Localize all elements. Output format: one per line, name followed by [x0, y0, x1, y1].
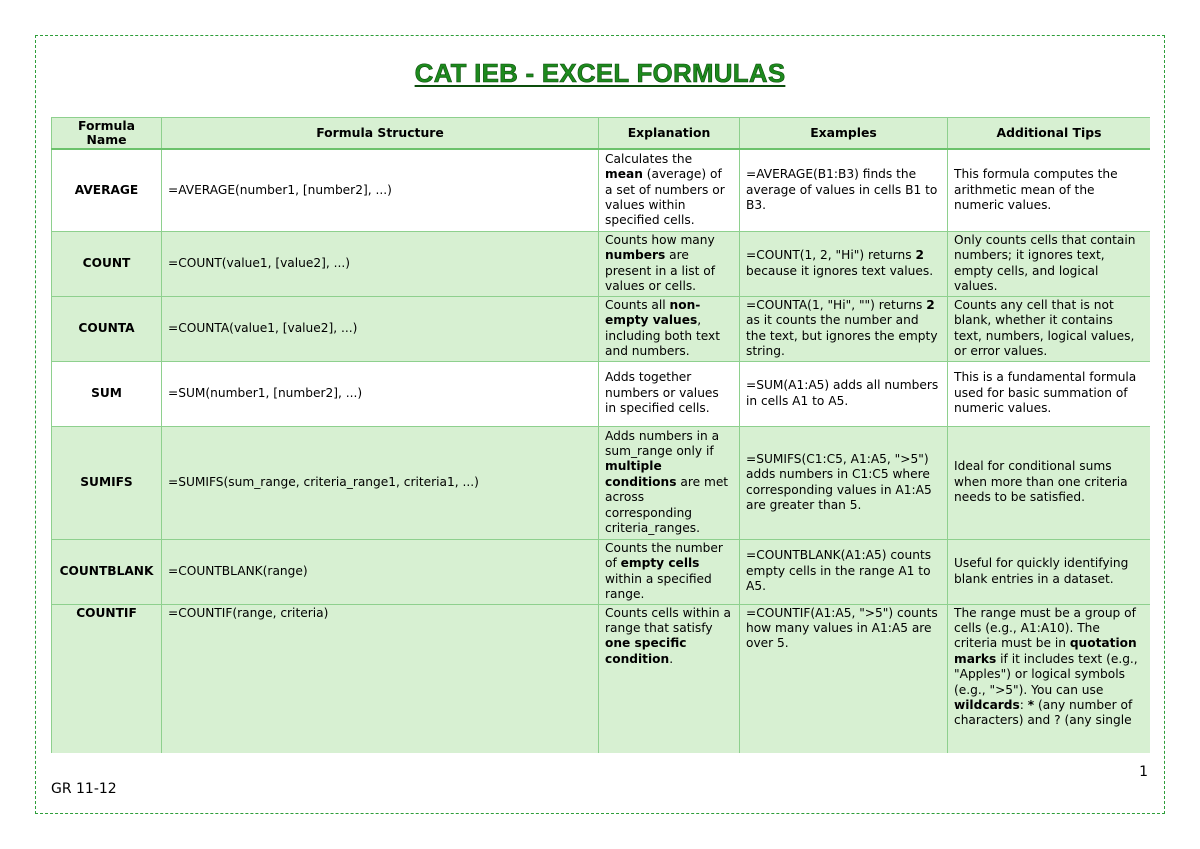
- bold-text: numbers: [605, 248, 666, 263]
- formula-name: SUM: [52, 361, 162, 426]
- page-title: CAT IEB - EXCEL FORMULAS: [414, 58, 786, 88]
- formula-tip: The range must be a group of cells (e.g., A1:A10). The criteria must be in quotation marks if it includes text (e.g., "Apples") or logical symbols (e.g., ">5"). You can use wildcards: * (any number of characters) and ? (any single: [948, 604, 1151, 753]
- formula-name: COUNTIF: [52, 604, 162, 753]
- formula-table: [51, 117, 1150, 753]
- formula-name: COUNTBLANK: [52, 539, 162, 604]
- table-row: [52, 539, 1151, 604]
- formula-name: COUNT: [52, 231, 162, 296]
- formula-table-container: [51, 117, 1150, 753]
- formula-example: =COUNT(1, 2, "Hi") returns 2 because it ignores text values.: [740, 231, 948, 296]
- formula-explanation: Calculates the mean (average) of a set of numbers or values within specified cells.: [599, 149, 740, 231]
- header-additional-tips: Additional Tips: [948, 118, 1151, 150]
- bold-text: mean: [605, 167, 643, 182]
- table-row: [52, 361, 1151, 426]
- page-number: 1: [1139, 764, 1148, 780]
- formula-name: SUMIFS: [52, 426, 162, 539]
- formula-name: COUNTA: [52, 296, 162, 361]
- formula-name: AVERAGE: [52, 149, 162, 231]
- formula-structure: =COUNTA(value1, [value2], ...): [162, 296, 599, 361]
- formula-explanation: Adds together numbers or values in specified cells.: [599, 361, 740, 426]
- formula-tip: Counts any cell that is not blank, whether it contains text, numbers, logical values, or error values.: [948, 296, 1151, 361]
- formula-tip: This formula computes the arithmetic mean of the numeric values.: [948, 149, 1151, 231]
- header-formula-name: Formula Name: [52, 118, 162, 150]
- bold-text: one specific condition: [605, 636, 687, 666]
- header-explanation: Explanation: [599, 118, 740, 150]
- header-formula-structure: Formula Structure: [162, 118, 599, 150]
- bold-text: 2: [926, 297, 935, 312]
- formula-structure: =AVERAGE(number1, [number2], ...): [162, 149, 599, 231]
- bold-text: wildcards: [954, 697, 1020, 712]
- table-row: [52, 149, 1151, 231]
- formula-example: =COUNTIF(A1:A5, ">5") counts how many values in A1:A5 are over 5.: [740, 604, 948, 753]
- formula-structure: =COUNT(value1, [value2], ...): [162, 231, 599, 296]
- formula-explanation: Adds numbers in a sum_range only if multiple conditions are met across corresponding criteria_ranges.: [599, 426, 740, 539]
- bold-text: multiple conditions: [605, 459, 677, 489]
- bold-text: *: [1027, 697, 1035, 712]
- formula-example: =SUMIFS(C1:C5, A1:A5, ">5") adds numbers in C1:C5 where corresponding values in A1:A5 are greater than 5.: [740, 426, 948, 539]
- formula-structure: =SUMIFS(sum_range, criteria_range1, criteria1, ...): [162, 426, 599, 539]
- formula-example: =AVERAGE(B1:B3) finds the average of values in cells B1 to B3.: [740, 149, 948, 231]
- formula-example: =COUNTA(1, "Hi", "") returns 2 as it counts the number and the text, but ignores the empty string.: [740, 296, 948, 361]
- formula-explanation: Counts the number of empty cells within a specified range.: [599, 539, 740, 604]
- formula-tip: Useful for quickly identifying blank entries in a dataset.: [948, 539, 1151, 604]
- formula-tip: This is a fundamental formula used for basic summation of numeric values.: [948, 361, 1151, 426]
- formula-example: =COUNTBLANK(A1:A5) counts empty cells in the range A1 to A5.: [740, 539, 948, 604]
- table-header-row: [52, 118, 1151, 150]
- formula-structure: =SUM(number1, [number2], ...): [162, 361, 599, 426]
- bold-text: non-empty values: [605, 297, 701, 328]
- formula-tip: Ideal for conditional sums when more than one criteria needs to be satisfied.: [948, 426, 1151, 539]
- footer-grade-label: GR 11-12: [51, 781, 117, 797]
- formula-structure: =COUNTIF(range, criteria): [162, 604, 599, 753]
- bold-text: empty cells: [620, 556, 700, 571]
- formula-explanation: Counts how many numbers are present in a list of values or cells.: [599, 231, 740, 296]
- formula-structure: =COUNTBLANK(range): [162, 539, 599, 604]
- formula-example: =SUM(A1:A5) adds all numbers in cells A1 to A5.: [740, 361, 948, 426]
- table-row: [52, 604, 1151, 753]
- table-row: [52, 231, 1151, 296]
- bold-text: quotation marks: [954, 636, 1137, 666]
- table-row: [52, 426, 1151, 539]
- bold-text: 2: [915, 248, 924, 263]
- formula-explanation: Counts all non-empty values, including both text and numbers.: [599, 296, 740, 361]
- formula-tip: Only counts cells that contain numbers; it ignores text, empty cells, and logical values.: [948, 231, 1151, 296]
- formula-explanation: Counts cells within a range that satisfy one specific condition.: [599, 604, 740, 753]
- header-examples: Examples: [740, 118, 948, 150]
- table-row: [52, 296, 1151, 361]
